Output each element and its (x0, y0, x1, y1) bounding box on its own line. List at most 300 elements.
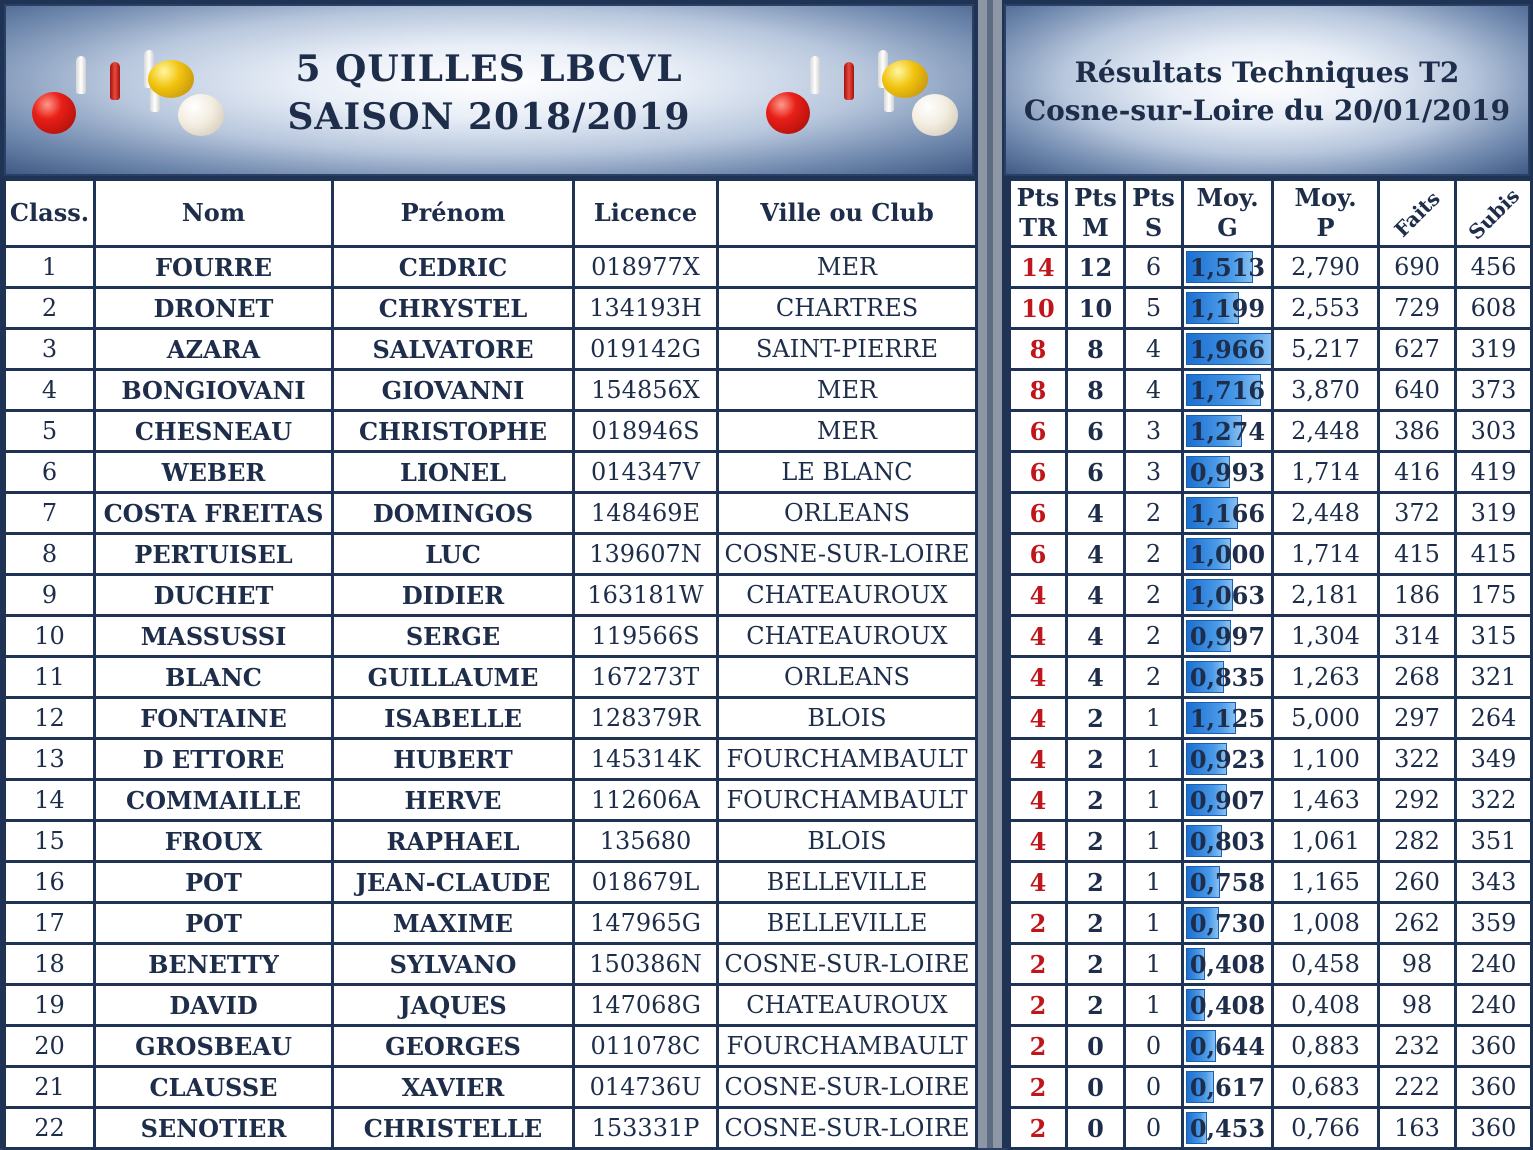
header-line1: Moy. (1294, 183, 1357, 212)
licence-cell: 150386N (574, 944, 718, 985)
moy-g-value: 0,730 (1189, 908, 1266, 938)
nom-cell: COSTA FREITAS (95, 493, 333, 534)
subis-cell: 349 (1456, 739, 1532, 780)
ville-cell: MER (718, 370, 977, 411)
rank-cell: 15 (5, 821, 95, 862)
pts-s-cell: 1 (1125, 821, 1183, 862)
moy-g-cell (1183, 534, 1273, 575)
table-row (1010, 1108, 1532, 1149)
faits-cell: 372 (1379, 493, 1456, 534)
moy-g-value: 1,125 (1189, 703, 1266, 733)
rank-cell: 4 (5, 370, 95, 411)
pts-s-cell: 1 (1125, 698, 1183, 739)
faits-cell: 222 (1379, 1067, 1456, 1108)
ville-cell: CHATEAUROUX (718, 616, 977, 657)
pts-s-cell: 1 (1125, 739, 1183, 780)
moy-g-cell (1183, 698, 1273, 739)
table-row (1010, 862, 1532, 903)
ville-cell: COSNE-SUR-LOIRE (718, 944, 977, 985)
pts-s-cell: 4 (1125, 370, 1183, 411)
header-line2: S (1144, 213, 1163, 242)
pts-tr-cell: 6 (1010, 493, 1067, 534)
moy-g-cell (1183, 411, 1273, 452)
prenom-cell: CEDRIC (333, 247, 574, 288)
prenom-cell: MAXIME (333, 903, 574, 944)
ville-cell: BLOIS (718, 821, 977, 862)
nom-cell: POT (95, 903, 333, 944)
ville-cell: CHATEAUROUX (718, 985, 977, 1026)
table-row (1010, 329, 1532, 370)
moy-g-cell (1183, 821, 1273, 862)
pts-m-cell: 4 (1067, 616, 1125, 657)
pts-tr-cell: 4 (1010, 739, 1067, 780)
faits-cell: 268 (1379, 657, 1456, 698)
licence-cell: 018946S (574, 411, 718, 452)
table-row (5, 780, 977, 821)
subis-cell: 315 (1456, 616, 1532, 657)
moy-p-cell: 1,165 (1273, 862, 1379, 903)
table-row (1010, 534, 1532, 575)
ville-cell: FOURCHAMBAULT (718, 780, 977, 821)
pts-m-cell: 4 (1067, 534, 1125, 575)
header-line1: Moy. (1196, 183, 1259, 212)
nom-cell: PERTUISEL (95, 534, 333, 575)
moy-g-cell (1183, 1026, 1273, 1067)
pts-m-cell: 2 (1067, 903, 1125, 944)
header-banner-right (1004, 4, 1530, 176)
table-row (5, 657, 977, 698)
table-row (1010, 411, 1532, 452)
table-row (5, 985, 977, 1026)
header-line2: P (1316, 213, 1335, 242)
licence-cell: 112606A (574, 780, 718, 821)
faits-cell: 186 (1379, 575, 1456, 616)
table-row (1010, 944, 1532, 985)
moy-g-cell (1183, 452, 1273, 493)
nom-cell: BENETTY (95, 944, 333, 985)
pts-m-cell: 2 (1067, 944, 1125, 985)
moy-g-value: 1,000 (1189, 539, 1266, 569)
moy-p-cell: 0,766 (1273, 1108, 1379, 1149)
moy-p-cell: 0,408 (1273, 985, 1379, 1026)
pts-s-cell: 2 (1125, 493, 1183, 534)
pts-s-cell: 0 (1125, 1026, 1183, 1067)
pts-tr-cell: 2 (1010, 903, 1067, 944)
licence-cell: 018679L (574, 862, 718, 903)
nom-cell: BONGIOVANI (95, 370, 333, 411)
ville-cell: SAINT-PIERRE (718, 329, 977, 370)
col-header-licence: Licence (574, 180, 718, 247)
moy-p-cell: 0,458 (1273, 944, 1379, 985)
pts-m-cell: 2 (1067, 862, 1125, 903)
prenom-cell: DIDIER (333, 575, 574, 616)
pts-s-cell: 1 (1125, 985, 1183, 1026)
pts-tr-cell: 2 (1010, 1108, 1067, 1149)
subis-cell: 415 (1456, 534, 1532, 575)
table-row (5, 329, 977, 370)
subis-cell: 322 (1456, 780, 1532, 821)
rank-cell: 2 (5, 288, 95, 329)
moy-g-value: 0,907 (1189, 785, 1266, 815)
moy-p-cell: 1,100 (1273, 739, 1379, 780)
ville-cell: FOURCHAMBAULT (718, 739, 977, 780)
white-ball-icon (912, 94, 958, 136)
moy-g-value: 1,966 (1189, 334, 1266, 364)
rank-cell: 18 (5, 944, 95, 985)
licence-cell: 139607N (574, 534, 718, 575)
faits-cell: 98 (1379, 985, 1456, 1026)
moy-g-value: 1,513 (1189, 252, 1266, 282)
moy-g-value: 0,997 (1189, 621, 1266, 651)
moy-p-cell: 1,061 (1273, 821, 1379, 862)
faits-cell: 416 (1379, 452, 1456, 493)
prenom-cell: SERGE (333, 616, 574, 657)
moy-g-cell (1183, 616, 1273, 657)
pts-s-cell: 6 (1125, 247, 1183, 288)
col-header-moy-p (1273, 180, 1379, 247)
prenom-cell: XAVIER (333, 1067, 574, 1108)
rank-cell: 10 (5, 616, 95, 657)
licence-cell: 153331P (574, 1108, 718, 1149)
moy-g-cell (1183, 247, 1273, 288)
moy-g-cell (1183, 862, 1273, 903)
moy-g-cell (1183, 1108, 1273, 1149)
rank-cell: 1 (5, 247, 95, 288)
subis-cell: 360 (1456, 1067, 1532, 1108)
faits-cell: 314 (1379, 616, 1456, 657)
rank-cell: 20 (5, 1026, 95, 1067)
moy-g-value: 0,644 (1189, 1031, 1266, 1061)
faits-cell: 260 (1379, 862, 1456, 903)
prenom-cell: JAQUES (333, 985, 574, 1026)
pts-s-cell: 5 (1125, 288, 1183, 329)
licence-cell: 147068G (574, 985, 718, 1026)
ville-cell: BLOIS (718, 698, 977, 739)
moy-g-value: 0,408 (1189, 949, 1266, 979)
subis-cell: 264 (1456, 698, 1532, 739)
licence-cell: 128379R (574, 698, 718, 739)
moy-g-value: 0,408 (1189, 990, 1266, 1020)
nom-cell: CLAUSSE (95, 1067, 333, 1108)
pts-s-cell: 1 (1125, 944, 1183, 985)
moy-p-cell: 1,714 (1273, 534, 1379, 575)
moy-p-cell: 2,181 (1273, 575, 1379, 616)
table-row (1010, 698, 1532, 739)
col-header-faits (1379, 180, 1456, 247)
prenom-cell: HUBERT (333, 739, 574, 780)
table-row (1010, 1026, 1532, 1067)
nom-cell: BLANC (95, 657, 333, 698)
subis-cell: 175 (1456, 575, 1532, 616)
pts-tr-cell: 4 (1010, 657, 1067, 698)
rank-cell: 6 (5, 452, 95, 493)
subis-cell: 303 (1456, 411, 1532, 452)
table-row (1010, 1067, 1532, 1108)
rank-cell: 8 (5, 534, 95, 575)
pts-tr-cell: 6 (1010, 452, 1067, 493)
prenom-cell: ISABELLE (333, 698, 574, 739)
moy-p-cell: 2,790 (1273, 247, 1379, 288)
table-row (5, 411, 977, 452)
moy-p-cell: 1,463 (1273, 780, 1379, 821)
moy-g-value: 1,166 (1189, 498, 1266, 528)
pts-s-cell: 2 (1125, 575, 1183, 616)
prenom-cell: CHRYSTEL (333, 288, 574, 329)
ranking-header-row (5, 180, 977, 247)
table-row (1010, 985, 1532, 1026)
pts-tr-cell: 6 (1010, 411, 1067, 452)
red-ball-icon (766, 92, 810, 134)
technical-results-table (1008, 178, 1533, 1150)
ville-cell: FOURCHAMBAULT (718, 1026, 977, 1067)
header-line2: TR (1019, 213, 1057, 242)
col-header-pts-s (1125, 180, 1183, 247)
moy-g-value: 0,453 (1189, 1113, 1266, 1143)
pts-m-cell: 6 (1067, 411, 1125, 452)
pts-s-cell: 4 (1125, 329, 1183, 370)
pts-tr-cell: 4 (1010, 780, 1067, 821)
faits-cell: 282 (1379, 821, 1456, 862)
licence-cell: 148469E (574, 493, 718, 534)
table-row (5, 821, 977, 862)
ville-cell: CHARTRES (718, 288, 977, 329)
header-line1: Pts (1074, 183, 1117, 212)
table-row (5, 862, 977, 903)
rank-cell: 3 (5, 329, 95, 370)
pts-tr-cell: 2 (1010, 1067, 1067, 1108)
panel-divider (978, 0, 1002, 1148)
rotated-header: Subis (1463, 183, 1524, 244)
table-row (5, 1108, 977, 1149)
subis-cell: 321 (1456, 657, 1532, 698)
prenom-cell: CHRISTOPHE (333, 411, 574, 452)
subis-cell: 360 (1456, 1026, 1532, 1067)
moy-g-cell (1183, 657, 1273, 698)
pts-m-cell: 2 (1067, 821, 1125, 862)
nom-cell: GROSBEAU (95, 1026, 333, 1067)
nom-cell: DAVID (95, 985, 333, 1026)
subis-cell: 319 (1456, 329, 1532, 370)
moy-g-cell (1183, 780, 1273, 821)
red-pin-icon (844, 62, 854, 100)
rotated-header: Faits (1389, 185, 1445, 242)
col-header-ville: Ville ou Club (718, 180, 977, 247)
subis-cell: 608 (1456, 288, 1532, 329)
nom-cell: AZARA (95, 329, 333, 370)
faits-cell: 297 (1379, 698, 1456, 739)
licence-cell: 014347V (574, 452, 718, 493)
subis-cell: 419 (1456, 452, 1532, 493)
licence-cell: 011078C (574, 1026, 718, 1067)
pts-s-cell: 2 (1125, 616, 1183, 657)
results-subtitle: Cosne-sur-Loire du 20/01/2019 (1023, 94, 1511, 127)
nom-cell: WEBER (95, 452, 333, 493)
col-header-pts-tr (1010, 180, 1067, 247)
moy-g-cell (1183, 985, 1273, 1026)
moy-p-cell: 0,683 (1273, 1067, 1379, 1108)
bowling-balls-pins-illustration (762, 48, 962, 138)
moy-g-value: 0,617 (1189, 1072, 1266, 1102)
nom-cell: D ETTORE (95, 739, 333, 780)
pts-tr-cell: 2 (1010, 1026, 1067, 1067)
subis-cell: 456 (1456, 247, 1532, 288)
results-header-row (1010, 180, 1532, 247)
prenom-cell: DOMINGOS (333, 493, 574, 534)
col-header-prenom: Prénom (333, 180, 574, 247)
table-row (5, 739, 977, 780)
moy-p-cell: 5,000 (1273, 698, 1379, 739)
col-header-moy-g (1183, 180, 1273, 247)
table-row (1010, 903, 1532, 944)
pts-s-cell: 3 (1125, 411, 1183, 452)
ranking-table (3, 178, 978, 1150)
pts-tr-cell: 8 (1010, 370, 1067, 411)
table-row (5, 1026, 977, 1067)
table-row (1010, 739, 1532, 780)
subis-cell: 240 (1456, 944, 1532, 985)
moy-p-cell: 1,263 (1273, 657, 1379, 698)
header-banner-left (4, 4, 974, 176)
moy-g-cell (1183, 575, 1273, 616)
header-line2: G (1217, 213, 1238, 242)
col-header-class: Class. (5, 180, 95, 247)
pts-tr-cell: 4 (1010, 698, 1067, 739)
pts-tr-cell: 14 (1010, 247, 1067, 288)
subis-cell: 319 (1456, 493, 1532, 534)
ville-cell: BELLEVILLE (718, 903, 977, 944)
col-header-subis (1456, 180, 1532, 247)
moy-g-cell (1183, 493, 1273, 534)
table-row (1010, 575, 1532, 616)
rank-cell: 14 (5, 780, 95, 821)
moy-p-cell: 2,448 (1273, 411, 1379, 452)
moy-p-cell: 2,448 (1273, 493, 1379, 534)
faits-cell: 729 (1379, 288, 1456, 329)
faits-cell: 640 (1379, 370, 1456, 411)
prenom-cell: LUC (333, 534, 574, 575)
subis-cell: 343 (1456, 862, 1532, 903)
pts-tr-cell: 2 (1010, 985, 1067, 1026)
pts-s-cell: 3 (1125, 452, 1183, 493)
table-row (1010, 821, 1532, 862)
nom-cell: MASSUSSI (95, 616, 333, 657)
results-title: Résultats Techniques T2 (1074, 56, 1460, 89)
pts-m-cell: 2 (1067, 780, 1125, 821)
table-row (1010, 452, 1532, 493)
table-row (5, 247, 977, 288)
rank-cell: 13 (5, 739, 95, 780)
col-header-pts-m (1067, 180, 1125, 247)
pts-s-cell: 1 (1125, 862, 1183, 903)
subis-cell: 359 (1456, 903, 1532, 944)
header-line1: Pts (1016, 183, 1060, 212)
table-row (5, 1067, 977, 1108)
moy-g-cell (1183, 944, 1273, 985)
nom-cell: CHESNEAU (95, 411, 333, 452)
moy-p-cell: 3,870 (1273, 370, 1379, 411)
moy-g-value: 0,803 (1189, 826, 1266, 856)
pts-m-cell: 4 (1067, 493, 1125, 534)
table-row (5, 944, 977, 985)
faits-cell: 386 (1379, 411, 1456, 452)
yellow-ball-icon (882, 60, 928, 98)
pts-s-cell: 2 (1125, 657, 1183, 698)
licence-cell: 154856X (574, 370, 718, 411)
pts-tr-cell: 4 (1010, 821, 1067, 862)
pts-tr-cell: 2 (1010, 944, 1067, 985)
licence-cell: 119566S (574, 616, 718, 657)
header-title-line1: 5 QUILLES LBCVL (295, 48, 683, 90)
pts-m-cell: 6 (1067, 452, 1125, 493)
faits-cell: 627 (1379, 329, 1456, 370)
pts-m-cell: 0 (1067, 1067, 1125, 1108)
rank-cell: 12 (5, 698, 95, 739)
pts-m-cell: 4 (1067, 657, 1125, 698)
table-row (5, 698, 977, 739)
table-row (5, 493, 977, 534)
rank-cell: 21 (5, 1067, 95, 1108)
moy-p-cell: 2,553 (1273, 288, 1379, 329)
pts-m-cell: 2 (1067, 739, 1125, 780)
ville-cell: COSNE-SUR-LOIRE (718, 534, 977, 575)
table-row (1010, 780, 1532, 821)
table-row (1010, 370, 1532, 411)
table-row (5, 534, 977, 575)
table-row (1010, 657, 1532, 698)
table-row (1010, 616, 1532, 657)
ville-cell: MER (718, 411, 977, 452)
nom-cell: FOURRE (95, 247, 333, 288)
table-row (5, 452, 977, 493)
pts-m-cell: 2 (1067, 698, 1125, 739)
pts-s-cell: 2 (1125, 534, 1183, 575)
moy-p-cell: 1,008 (1273, 903, 1379, 944)
prenom-cell: GEORGES (333, 1026, 574, 1067)
rank-cell: 19 (5, 985, 95, 1026)
nom-cell: SENOTIER (95, 1108, 333, 1149)
table-row (5, 903, 977, 944)
faits-cell: 98 (1379, 944, 1456, 985)
licence-cell: 134193H (574, 288, 718, 329)
prenom-cell: JEAN-CLAUDE (333, 862, 574, 903)
faits-cell: 292 (1379, 780, 1456, 821)
header-line1: Pts (1132, 183, 1175, 212)
moy-g-value: 1,274 (1189, 416, 1266, 446)
prenom-cell: RAPHAEL (333, 821, 574, 862)
ville-cell: MER (718, 247, 977, 288)
pts-s-cell: 0 (1125, 1067, 1183, 1108)
header-line2: M (1082, 213, 1109, 242)
licence-cell: 135680 (574, 821, 718, 862)
ville-cell: BELLEVILLE (718, 862, 977, 903)
faits-cell: 322 (1379, 739, 1456, 780)
pts-m-cell: 8 (1067, 370, 1125, 411)
moy-p-cell: 1,304 (1273, 616, 1379, 657)
moy-g-cell (1183, 329, 1273, 370)
moy-p-cell: 0,883 (1273, 1026, 1379, 1067)
prenom-cell: GUILLAUME (333, 657, 574, 698)
moy-g-cell (1183, 903, 1273, 944)
pts-tr-cell: 4 (1010, 862, 1067, 903)
moy-g-value: 1,063 (1189, 580, 1266, 610)
moy-g-value: 0,923 (1189, 744, 1266, 774)
moy-p-cell: 1,714 (1273, 452, 1379, 493)
nom-cell: DUCHET (95, 575, 333, 616)
licence-cell: 147965G (574, 903, 718, 944)
moy-g-value: 0,835 (1189, 662, 1266, 692)
subis-cell: 360 (1456, 1108, 1532, 1149)
pts-tr-cell: 10 (1010, 288, 1067, 329)
